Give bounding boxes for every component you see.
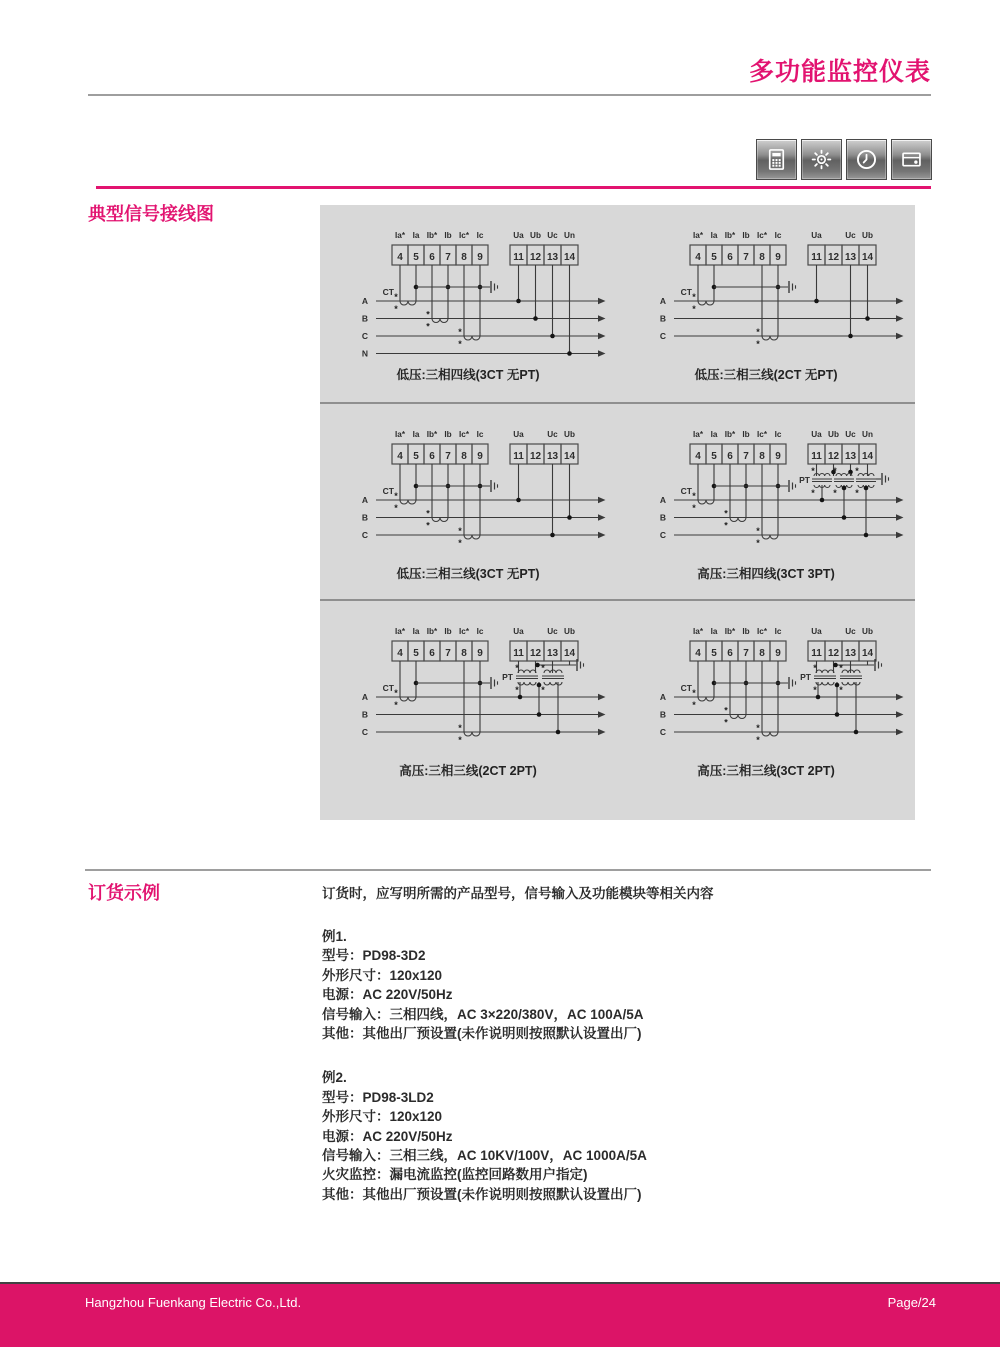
wiring-diagram-panel <box>320 205 915 820</box>
svg-text:*: * <box>515 663 519 673</box>
svg-text:CT: CT <box>382 486 394 496</box>
svg-text:14: 14 <box>563 252 576 263</box>
svg-text:Ib: Ib <box>741 627 750 636</box>
svg-text:5: 5 <box>413 451 419 462</box>
svg-text:9: 9 <box>477 252 483 263</box>
svg-text:*: * <box>394 304 398 314</box>
svg-text:5: 5 <box>710 252 717 263</box>
ordering-line: 外形尺寸：120x120 <box>322 1109 443 1125</box>
svg-text:Ib*: Ib* <box>724 231 735 240</box>
svg-text:A: A <box>361 296 368 306</box>
svg-text:14: 14 <box>861 252 873 263</box>
svg-text:6: 6 <box>429 451 435 462</box>
svg-text:12: 12 <box>529 252 542 263</box>
svg-text:13: 13 <box>844 648 856 659</box>
svg-text:11: 11 <box>810 451 822 462</box>
wiring-diagram <box>320 207 617 399</box>
svg-text:Ia*: Ia* <box>692 430 703 439</box>
svg-text:*: * <box>854 466 859 476</box>
svg-text:Ib*: Ib* <box>724 627 735 636</box>
svg-text:6: 6 <box>726 252 733 263</box>
svg-text:*: * <box>812 663 817 673</box>
svg-text:*: * <box>541 663 545 673</box>
svg-text:*: * <box>691 304 696 314</box>
svg-text:*: * <box>394 491 398 501</box>
svg-text:11: 11 <box>513 648 524 659</box>
toolbar-button-clock[interactable] <box>846 139 887 180</box>
svg-text:Ia*: Ia* <box>394 627 406 636</box>
svg-text:7: 7 <box>742 252 749 263</box>
svg-text:6: 6 <box>726 451 733 462</box>
ordering-line: 火灾监控：漏电流监控(监控回路数用户指定) <box>322 1167 588 1183</box>
ordering-body <box>322 882 937 1229</box>
svg-text:Ic*: Ic* <box>458 627 470 636</box>
diagram-caption: 低压:三相四线(3CT 无PT) <box>396 368 540 382</box>
svg-text:7: 7 <box>445 648 451 659</box>
svg-text:4: 4 <box>694 451 701 462</box>
meter-display-icon <box>898 146 925 173</box>
svg-text:Ia: Ia <box>710 231 717 240</box>
svg-text:B: B <box>659 512 666 523</box>
svg-text:12: 12 <box>827 451 839 462</box>
svg-text:6: 6 <box>429 252 435 263</box>
ordering-examples <box>322 927 937 1204</box>
toolbar-button-meter-display[interactable] <box>891 139 932 180</box>
svg-text:13: 13 <box>844 451 856 462</box>
svg-text:12: 12 <box>827 648 839 659</box>
svg-text:9: 9 <box>774 648 781 659</box>
ordering-line: 型号：PD98-3LD2 <box>322 1089 434 1105</box>
svg-text:*: * <box>723 520 728 531</box>
svg-text:A: A <box>659 296 666 306</box>
diagram-row <box>320 404 915 599</box>
svg-text:A: A <box>659 495 666 505</box>
svg-text:Un: Un <box>564 231 575 240</box>
svg-text:13: 13 <box>844 252 856 263</box>
svg-text:4: 4 <box>694 648 701 659</box>
svg-text:Ia: Ia <box>710 430 717 439</box>
svg-text:Ic: Ic <box>476 627 484 636</box>
svg-text:*: * <box>458 339 462 349</box>
svg-text:Uc: Uc <box>547 627 558 636</box>
footer-company: Hangzhou Fuenkang Electric Co.,Ltd. <box>85 1295 302 1310</box>
diagram-caption: 低压:三相三线(2CT 无PT) <box>693 368 838 382</box>
wiring-diagram <box>320 603 617 795</box>
svg-text:14: 14 <box>861 648 873 659</box>
svg-text:13: 13 <box>546 252 559 263</box>
wiring-diagram <box>618 603 915 795</box>
svg-text:11: 11 <box>513 252 524 263</box>
svg-text:Ia*: Ia* <box>394 430 406 439</box>
ordering-intro: 订货时，应写明所需的产品型号，信号输入及功能模块等相关内容 <box>322 886 714 901</box>
svg-text:11: 11 <box>513 451 524 462</box>
svg-text:*: * <box>755 526 760 536</box>
svg-text:4: 4 <box>694 252 701 263</box>
wiring-diagram <box>320 406 617 598</box>
svg-text:C: C <box>659 331 666 341</box>
svg-text:Ic: Ic <box>476 430 484 439</box>
svg-text:PT: PT <box>799 672 811 682</box>
svg-text:5: 5 <box>710 648 717 659</box>
svg-text:Un: Un <box>861 430 873 439</box>
svg-text:C: C <box>361 727 368 737</box>
svg-text:Ua: Ua <box>810 430 822 439</box>
svg-text:*: * <box>515 685 519 695</box>
svg-text:C: C <box>361 331 368 341</box>
diagram-cell <box>618 205 916 402</box>
svg-text:A: A <box>361 692 368 702</box>
svg-text:Ib*: Ib* <box>724 430 735 439</box>
svg-text:*: * <box>394 700 398 710</box>
svg-text:C: C <box>361 530 368 540</box>
svg-text:Ib*: Ib* <box>426 627 438 636</box>
svg-text:Uc: Uc <box>844 430 856 439</box>
svg-text:Ub: Ub <box>564 627 575 636</box>
svg-text:C: C <box>659 530 666 540</box>
svg-text:*: * <box>691 688 696 698</box>
svg-text:8: 8 <box>758 252 765 263</box>
svg-text:7: 7 <box>742 648 749 659</box>
svg-text:Ub: Ub <box>861 231 873 240</box>
diagram-caption: 高压:三相三线(3CT 2PT) <box>696 764 835 778</box>
svg-text:4: 4 <box>397 648 403 659</box>
ordering-line: 其他：其他出厂预设置(未作说明则按照默认设置出厂) <box>322 1026 642 1042</box>
svg-text:B: B <box>361 512 368 523</box>
svg-text:Ic: Ic <box>774 231 781 240</box>
svg-text:Uc: Uc <box>547 231 558 240</box>
svg-text:Uc: Uc <box>844 627 856 636</box>
svg-text:7: 7 <box>742 451 749 462</box>
svg-text:*: * <box>810 466 815 476</box>
svg-text:13: 13 <box>546 451 559 462</box>
wiring-diagram <box>618 207 915 399</box>
diagram-cell <box>618 404 916 599</box>
diagram-caption: 低压:三相三线(3CT 无PT) <box>396 567 540 581</box>
svg-text:11: 11 <box>810 252 822 263</box>
svg-text:*: * <box>458 526 462 536</box>
svg-text:*: * <box>838 685 843 695</box>
diagram-row <box>320 205 915 402</box>
svg-text:Ib: Ib <box>444 430 452 439</box>
wiring-section-heading: 典型信号接线图 <box>88 204 214 224</box>
svg-text:Ia: Ia <box>412 430 420 439</box>
svg-text:*: * <box>458 723 462 733</box>
svg-text:*: * <box>723 705 728 716</box>
svg-text:*: * <box>426 309 430 320</box>
svg-text:Ub: Ub <box>530 231 541 240</box>
svg-text:Ia: Ia <box>710 627 717 636</box>
svg-text:Ia*: Ia* <box>692 627 703 636</box>
toolbar <box>756 139 932 180</box>
svg-text:*: * <box>755 723 760 733</box>
svg-text:Ia*: Ia* <box>394 231 406 240</box>
ordering-example <box>322 927 937 1043</box>
svg-text:*: * <box>812 685 817 695</box>
diagram-caption: 高压:三相三线(2CT 2PT) <box>399 764 537 778</box>
svg-text:C: C <box>659 727 666 737</box>
svg-text:6: 6 <box>429 648 435 659</box>
svg-text:Ib: Ib <box>741 430 750 439</box>
svg-text:CT: CT <box>680 287 692 297</box>
svg-text:CT: CT <box>382 683 394 693</box>
svg-text:5: 5 <box>413 648 419 659</box>
svg-text:12: 12 <box>827 252 839 263</box>
ordering-line: 电源：AC 220V/50Hz <box>322 1128 453 1144</box>
svg-text:4: 4 <box>397 252 403 263</box>
svg-text:Ic*: Ic* <box>756 231 767 240</box>
svg-text:Ic*: Ic* <box>756 430 767 439</box>
svg-text:*: * <box>426 508 430 519</box>
svg-text:Ib*: Ib* <box>426 430 438 439</box>
calculator-icon <box>763 146 790 173</box>
diagram-row <box>320 601 915 820</box>
svg-text:A: A <box>361 495 368 505</box>
svg-text:B: B <box>361 313 368 324</box>
svg-text:Ub: Ub <box>827 430 839 439</box>
svg-text:B: B <box>659 709 666 720</box>
diagram-cell <box>320 601 618 820</box>
svg-text:*: * <box>394 292 398 302</box>
svg-text:*: * <box>394 503 398 513</box>
svg-text:*: * <box>832 488 837 498</box>
svg-text:9: 9 <box>774 451 781 462</box>
svg-text:12: 12 <box>529 451 542 462</box>
svg-text:Ib: Ib <box>444 231 452 240</box>
svg-text:Ua: Ua <box>513 430 524 439</box>
svg-text:Ib: Ib <box>741 231 750 240</box>
svg-text:Ic: Ic <box>774 627 781 636</box>
svg-text:Ua: Ua <box>810 231 822 240</box>
ordering-line: 信号输入：三相四线，AC 3×220/380V，AC 100A/5A <box>322 1006 644 1022</box>
svg-text:*: * <box>832 466 837 476</box>
svg-text:Ic*: Ic* <box>458 430 470 439</box>
svg-text:CT: CT <box>382 287 394 297</box>
svg-text:Ic: Ic <box>476 231 484 240</box>
page-title: 多功能监控仪表 <box>748 58 931 86</box>
svg-text:Uc: Uc <box>844 231 856 240</box>
svg-text:14: 14 <box>563 648 576 659</box>
svg-text:B: B <box>659 313 666 324</box>
ordering-section-heading: 订货示例 <box>88 883 160 903</box>
svg-text:*: * <box>691 503 696 513</box>
svg-text:Ic*: Ic* <box>458 231 470 240</box>
ordering-line: 型号：PD98-3D2 <box>322 948 426 964</box>
svg-text:Uc: Uc <box>547 430 558 439</box>
brightness-icon <box>808 146 835 173</box>
svg-text:Ic*: Ic* <box>756 627 767 636</box>
svg-text:*: * <box>458 327 462 337</box>
svg-text:*: * <box>691 700 696 710</box>
diagram-cell <box>320 404 618 599</box>
svg-text:13: 13 <box>546 648 559 659</box>
ordering-line: 其他：其他出厂预设置(未作说明则按照默认设置出厂) <box>322 1186 642 1202</box>
svg-text:8: 8 <box>461 648 467 659</box>
diagram-cell <box>618 601 916 820</box>
svg-text:*: * <box>755 339 760 349</box>
svg-text:*: * <box>723 508 728 519</box>
svg-text:Ub: Ub <box>564 430 575 439</box>
svg-text:4: 4 <box>397 451 403 462</box>
svg-text:*: * <box>458 538 462 548</box>
diagram-cell <box>320 205 618 402</box>
svg-text:*: * <box>426 520 430 531</box>
ordering-example <box>322 1068 937 1204</box>
svg-text:*: * <box>394 688 398 698</box>
svg-text:*: * <box>723 717 728 728</box>
svg-text:7: 7 <box>445 451 451 462</box>
ordering-line: 例1. <box>322 929 347 944</box>
ordering-divider <box>85 869 931 871</box>
svg-text:Ua: Ua <box>810 627 822 636</box>
svg-text:*: * <box>810 488 815 498</box>
svg-text:Ua: Ua <box>513 231 524 240</box>
svg-text:N: N <box>361 348 368 359</box>
accent-divider <box>96 186 931 189</box>
svg-text:*: * <box>755 538 760 548</box>
svg-text:*: * <box>541 685 545 695</box>
svg-text:11: 11 <box>810 648 822 659</box>
diagram-caption: 高压:三相四线(3CT 3PT) <box>696 567 835 581</box>
svg-text:5: 5 <box>710 451 717 462</box>
svg-text:Ic: Ic <box>774 430 781 439</box>
svg-text:9: 9 <box>477 451 483 462</box>
svg-text:Ib: Ib <box>444 627 452 636</box>
svg-text:CT: CT <box>680 683 692 693</box>
toolbar-button-brightness[interactable] <box>801 139 842 180</box>
svg-text:*: * <box>755 735 760 745</box>
svg-text:9: 9 <box>774 252 781 263</box>
svg-text:8: 8 <box>758 451 765 462</box>
svg-text:*: * <box>854 488 859 498</box>
footer-page-number: Page/24 <box>887 1295 936 1310</box>
ordering-line: 例2. <box>322 1070 347 1086</box>
svg-text:B: B <box>361 709 368 720</box>
svg-text:*: * <box>838 663 843 673</box>
svg-text:*: * <box>458 735 462 745</box>
svg-text:Ua: Ua <box>513 627 524 636</box>
svg-text:*: * <box>691 292 696 302</box>
svg-text:8: 8 <box>461 451 467 462</box>
wiring-diagram <box>618 406 915 598</box>
svg-text:6: 6 <box>726 648 733 659</box>
svg-text:5: 5 <box>413 252 419 263</box>
svg-text:PT: PT <box>502 672 513 682</box>
svg-text:7: 7 <box>445 252 451 263</box>
ordering-line: 外形尺寸：120x120 <box>322 967 443 983</box>
svg-text:*: * <box>755 327 760 337</box>
svg-text:*: * <box>426 321 430 332</box>
svg-text:8: 8 <box>758 648 765 659</box>
svg-text:Ia: Ia <box>412 627 420 636</box>
svg-text:CT: CT <box>680 486 692 496</box>
svg-text:A: A <box>659 692 666 702</box>
page-footer <box>0 1282 1000 1347</box>
svg-text:9: 9 <box>477 648 483 659</box>
svg-text:*: * <box>691 491 696 501</box>
svg-text:12: 12 <box>529 648 542 659</box>
clock-icon <box>853 146 880 173</box>
toolbar-button-calculator[interactable] <box>756 139 797 180</box>
svg-text:Ub: Ub <box>861 627 873 636</box>
svg-text:14: 14 <box>861 451 873 462</box>
ordering-line: 信号输入：三相三线，AC 10KV/100V，AC 1000A/5A <box>322 1148 647 1164</box>
svg-text:Ia*: Ia* <box>692 231 703 240</box>
svg-text:PT: PT <box>798 475 810 485</box>
svg-text:14: 14 <box>563 451 576 462</box>
svg-text:Ia: Ia <box>412 231 420 240</box>
ordering-line: 电源：AC 220V/50Hz <box>322 987 453 1003</box>
svg-text:Ib*: Ib* <box>426 231 438 240</box>
header-divider <box>88 94 931 96</box>
svg-text:8: 8 <box>461 252 467 263</box>
